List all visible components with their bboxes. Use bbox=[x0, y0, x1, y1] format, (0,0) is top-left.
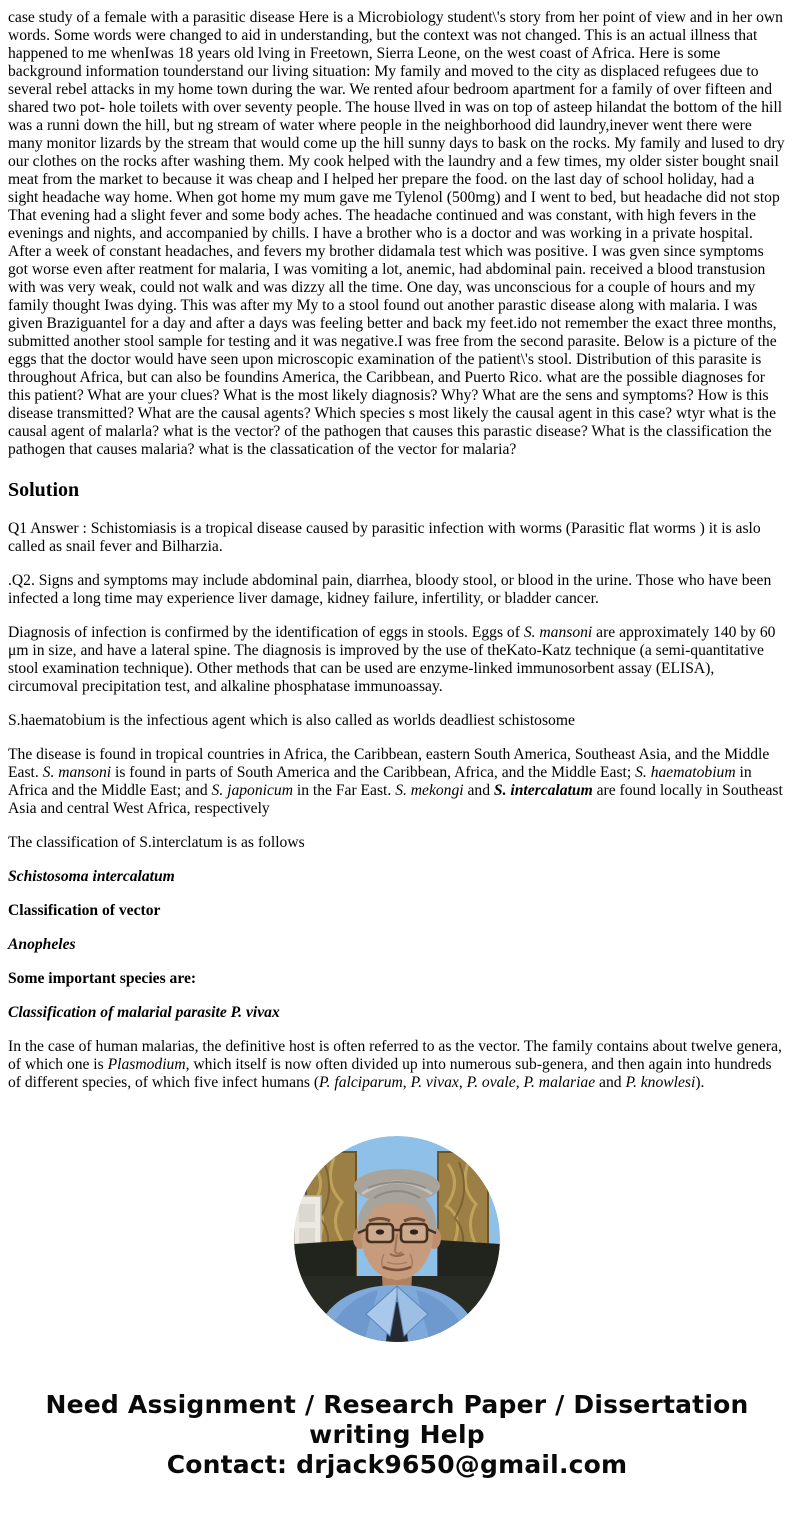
tutor-photo-row bbox=[8, 1136, 786, 1342]
tutor-photo-illustration bbox=[294, 1136, 500, 1342]
footer-contact-text: Contact: drjack9650@gmail.com bbox=[166, 1450, 628, 1479]
question-paragraph: case study of a female with a parasitic disease Here is a Microbiology student\'s story from her point of view and in her own words. Some words were changed to aid in understanding, but the context was not changed. This is an actual illness that happened to me whenIwas 18 years old lving in Freetown, Sierra Leone, on the west coast of Africa. Here is some background information tounderstand our living situation: My family and moved to the city as displaced refugees due to several rebel attacks in my home town during the war. We rented afour bedroom apartment for a family of over fifteen and shared two pot- hole toilets with over seventy people. The house llved in was on top of asteep hilandat the bottom of the hill was a runni down the hill, but ng stream of water where people in the neighborhood did laundry,inever went there were many monitor lizards by the stream that would come up the hill sunny days to bask on the rocks. My family and lused to dry our clothes on the rocks after washing them. My cook helped with the laundry and a few times, my older sister bought snail meat from the market to because it was cheap and I helped her prepare the food. on the last day of school holiday, had a sight headache way home. When got home my mum gave me Tylenol (500mg) and I went to bed, but headache did not stop That evening had a slight fever and some body aches. The headache continued and was constant, with high fevers in the evenings and nights, and accompanied by chills. I have a brother who is a doctor and was working in a private hospital. After a week of constant headaches, and fevers my brother didamala test which was positive. I was gven since symptoms got worse even after reatment for malaria, I was vomiting a lot, anemic, had abdominal pain. received a blood transtusion with was very weak, could not walk and was dizzy all the time. One day, was unconscious for a couple of hours and my family thought Iwas dying. This was after my My to a stool found out another parastic disease along with malaria. I was given Braziguantel for a day and after a days was feeling better and back my feet.ido not remember the exact three months, submitted another stool sample for testing and it was negative.I was free from the second parasite. Below is a picture of the eggs that the doctor would have seen upon microscopic examination of the patient\'s stool. Distribution of this parasite is throughout Africa, but can also be foundins America, the Caribbean, and Puerto Rico. what are the possible diagnoses for this patient? What are your clues? What is the most likely diagnosis? Why? What are the sens and symptoms? How is this disease transmitted? What are the causal agents? Which species s most likely the causal agent in this case? wtyr what is the causal agent of malarla? what is the vector? of the pathogen that causes this parastic disease? What is the classification the pathogen that causes malaria? what is the classatication of the vector for malaria? bbox=[8, 9, 785, 458]
solution-paragraph-diagnosis: Diagnosis of infection is confirmed by the identification of eggs in stools. Eggs of S. mansoni are approximately 140 by 60 μm in size, and have a lateral spine. The diagnosis is improved by the use of theKato-Katz technique (a semi-quantitative stool examination technique). Other methods that can be used are enzyme-linked immunosorbent assay (ELISA), circumoval precipitation test, and alkaline phosphatase immunoassay. bbox=[8, 624, 776, 695]
solution-paragraph-distribution: The disease is found in tropical countries in Africa, the Caribbean, eastern South America, Southeast Asia, and the Middle East. S. mansoni is found in parts of South America and the Caribbean, Africa, and the Middle East; S. haematobium in Africa and the Middle East; and S. japonicum in the Far East. S. mekongi and S. intercalatum are found locally in Southeast Asia and central West Africa, respectively bbox=[8, 746, 783, 817]
solution-line-malaria-heading: Classification of malarial parasite P. vivax bbox=[8, 1004, 280, 1021]
solution-heading: Solution bbox=[8, 479, 80, 501]
solution-paragraph-agent: S.haematobium is the infectious agent which is also called as worlds deadliest schistosome bbox=[8, 712, 575, 729]
solution-paragraph-classification-intro: The classification of S.interclatum is as follows bbox=[8, 834, 305, 851]
footer-help-text: Need Assignment / Research Paper / Dissertation writing Help bbox=[45, 1390, 749, 1449]
solution-line-species-heading: Some important species are: bbox=[8, 970, 197, 987]
solution-paragraph-q1: Q1 Answer : Schistomiasis is a tropical disease caused by parasitic infection with worms (Parasitic flat worms ) it is aslo called as snail fever and Bilharzia. bbox=[8, 520, 761, 555]
footer-ad bbox=[8, 1390, 786, 1510]
solution-paragraph-malaria-vector: In the case of human malarias, the definitive host is often referred to as the vector. The family contains about twelve genera, of which one is Plasmodium, which itself is now often divided up into numerous sub-genera, and then again into hundreds of different species, of which five infect humans (P. falciparum, P. vivax, P. ovale, P. malariae and P. knowlesi). bbox=[8, 1038, 782, 1091]
tutor-photo bbox=[294, 1136, 500, 1342]
solution-line-anopheles: Anopheles bbox=[8, 936, 76, 953]
solution-line-schistosoma: Schistosoma intercalatum bbox=[8, 868, 175, 885]
solution-paragraph-q2: .Q2. Signs and symptoms may include abdominal pain, diarrhea, bloody stool, or blood in the urine. Those who have been infected a long time may experience liver damage, kidney failure, infertility, or bladder cancer. bbox=[8, 572, 772, 607]
solution-line-vector-heading: Classification of vector bbox=[8, 902, 161, 919]
